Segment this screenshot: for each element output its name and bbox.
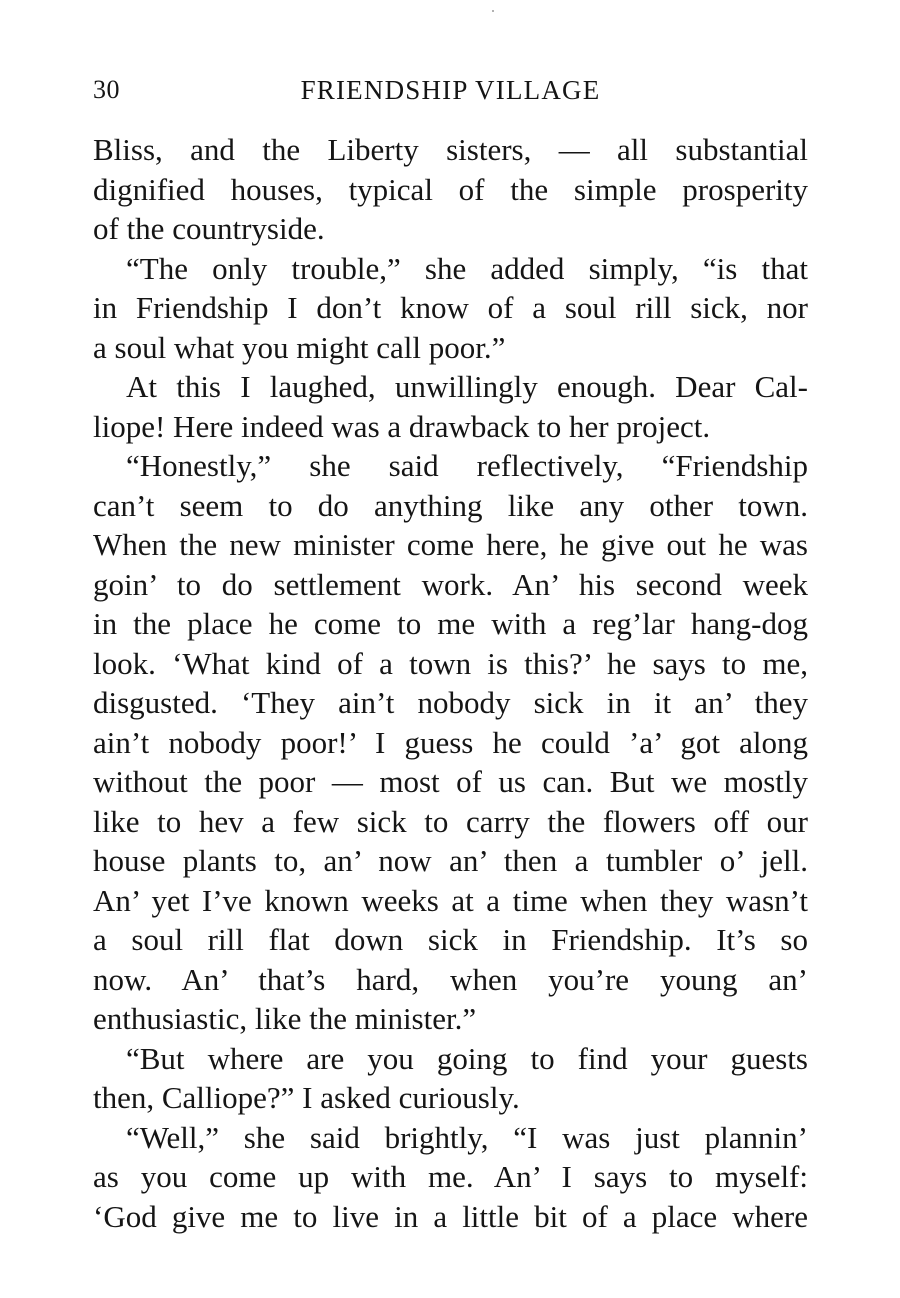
text-line: “Well,” she said brightly, “I was just plannin’: [126, 1119, 808, 1155]
text-line: disgusted. ‘They ain’t nobody sick in it an’ they: [93, 685, 808, 720]
text-line: liope! Here indeed was a drawback to her project.: [93, 408, 711, 444]
text-line: of the countryside.: [93, 211, 325, 246]
text-line: look. ‘What kind of a town is this?’ he says to me,: [93, 645, 808, 681]
text-line: “Honestly,” she said reflectively, “Friendship: [126, 448, 808, 483]
page-number: 30: [93, 75, 120, 104]
text-line: ain’t nobody poor!’ I guess he could ’a’ got along: [93, 724, 808, 760]
running-title: FRIENDSHIP VILLAGE: [300, 75, 601, 105]
text-line: house plants to, an’ now an’ then a tumbler o’ jell.: [93, 843, 808, 878]
text-line: a soul what you might call poor.”: [93, 329, 506, 365]
text-line: then, Calliope?” I asked curiously.: [93, 1080, 520, 1115]
text-line: An’ yet I’ve known weeks at a time when they wasn’t: [93, 882, 808, 918]
text-line: as you come up with me. An’ I says to myself:: [93, 1159, 808, 1194]
text-line: When the new minister come here, he give out he was: [93, 527, 808, 562]
text-line: dignified houses, typical of the simple prosperity: [93, 171, 808, 207]
text-line: a soul rill flat down sick in Friendship. It’s so: [93, 922, 808, 957]
text-line: Bliss, and the Liberty sisters, — all substantial: [93, 132, 808, 167]
text-line: in Friendship I don’t know of a soul rill sick, nor: [93, 290, 808, 325]
text-line: At this I laughed, unwillingly enough. Dear Cal-: [126, 369, 808, 404]
print-speck: [492, 10, 494, 12]
text-line: can’t seem to do anything like any other town.: [93, 487, 808, 523]
text-line: enthusiastic, like the minister.”: [93, 1001, 477, 1036]
text-line: now. An’ that’s hard, when you’re young an’: [93, 961, 808, 997]
text-line: like to hev a few sick to carry the flowers off our: [93, 803, 808, 839]
text-line: ‘God give me to live in a little bit of a place where: [93, 1198, 808, 1234]
text-line: in the place he come to me with a reg’lar hang-dog: [93, 606, 808, 641]
text-line: “The only trouble,” she added simply, “is that: [126, 250, 808, 286]
body-text: [93, 130, 808, 1236]
running-header: [93, 70, 808, 106]
text-line: goin’ to do settlement work. An’ his second week: [93, 566, 808, 602]
text-line: without the poor — most of us can. But we mostly: [93, 764, 808, 799]
text-line: “But where are you going to find your guests: [126, 1040, 808, 1076]
